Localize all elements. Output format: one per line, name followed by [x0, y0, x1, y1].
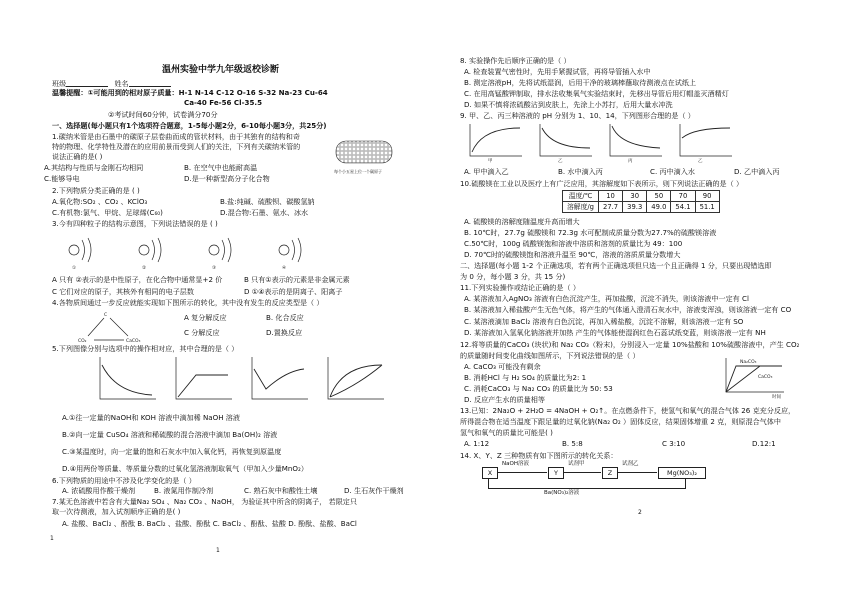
q11-option-c[interactable]: C. 某溶液滴加 BaCl₂ 溶液有白色沉淀，再加入稀盐酸，沉淀不溶解，则该溶液一定有 SO — [464, 317, 744, 326]
table-cell: 51.1 — [695, 202, 719, 213]
q4-option-b[interactable]: B. 化合反应 — [266, 313, 304, 322]
q8-option-a[interactable]: A. 检查装置气密性时，先用手紧握试管，再将导管插入水中 — [464, 67, 651, 76]
q5-option-d[interactable]: D.④用两份等质量、等质量分数的过氧化氢溶液制取氧气（甲加入少量MnO₂） — [62, 464, 308, 473]
q1-option-c[interactable]: C.能够导电 — [44, 174, 80, 183]
q4-option-c[interactable]: C 分解反应 — [184, 328, 220, 337]
q9-graph-a — [470, 124, 522, 164]
q13-option-d[interactable]: D.12:1 — [752, 439, 776, 448]
table-cell: 39.3 — [623, 202, 647, 213]
q6-option-b[interactable]: B. 液氮用作制冷剂 — [154, 486, 214, 495]
table-cell: 70 — [671, 191, 695, 202]
q4-conversion-diagram — [74, 308, 154, 348]
atom-diagram-4 — [279, 238, 301, 262]
section-1-heading: 一、选择题(每小题只有1个选项符合题意，1-5每小题2分，6-10每小题3分，共25分) — [52, 121, 327, 130]
q3-stem: 3.今有四种粒子的结构示意图，下列说法错误的是 ( ) — [52, 219, 218, 228]
q4-node-co2: CO₂ — [78, 339, 87, 344]
exam-title: 温州实验中学九年级返校诊断 — [162, 65, 280, 75]
atom-structure-diagrams — [54, 232, 334, 270]
atom-diagram-1 — [69, 238, 91, 262]
q9-ph-graphs — [466, 122, 736, 166]
table-cell: 27.7 — [599, 202, 623, 213]
q14-arrow-y-z — [563, 472, 601, 473]
q13-line-3: 氢气和氧气的质量比可能是( ) — [460, 428, 553, 437]
q9-graph-c-label: 丙 — [628, 159, 633, 164]
q9-graph-a-label: 甲 — [488, 159, 493, 164]
q3-option-c[interactable]: C 它们对应的原子，其核外有相同的电子层数 — [52, 287, 194, 296]
q6-option-c[interactable]: C. 熟石灰中和酸性土壤 — [244, 486, 318, 495]
q11-option-d[interactable]: D. 某溶液加入氢氧化钠溶液并加热 产生的气体能使湿润红色石蕊试纸变蓝，则该溶液一定有 NH — [464, 328, 766, 337]
q8-stem: 8. 实验操作先后顺序正确的是（ ） — [460, 56, 571, 65]
q10-option-c[interactable]: C.50℃时，100g 硫酸镁饱和溶液中溶质和溶剂的质量比为 49：100 — [464, 239, 683, 248]
page-number-left-corner: 1 — [50, 535, 54, 542]
q2-option-a[interactable]: A.氧化物:SO₂ 、CO₂ 、KClO₃ — [52, 197, 148, 206]
table-cell: 49.0 — [647, 202, 671, 213]
q14-node-mgno3: Mg(NO₃)₂ — [658, 467, 706, 479]
atom-diagram-2 — [139, 238, 161, 262]
q12-co2-graph — [720, 356, 790, 400]
nanotube-caption: 每个小五星上位一个碳原子 — [334, 169, 382, 174]
q3-option-b[interactable]: B 只有①表示的元素是非金属元素 — [244, 275, 350, 284]
q12-label-time: 时间 — [772, 395, 781, 400]
solubility-row-temperature — [563, 191, 720, 202]
tips-line-3: ②考试时间60分钟，试卷满分70分 — [108, 110, 218, 119]
q12-label-caco3: CaCO₃ — [758, 375, 773, 380]
q2-stem: 2.下列物质分类正确的是 ( ) — [52, 186, 140, 195]
q4-option-d[interactable]: D.置换反应 — [266, 328, 303, 337]
q11-option-a[interactable]: A. 某溶液加入AgNO₃ 溶液有白色沉淀产生，再加盐酸，沉淀不消失，则该溶液中一定有 Cl — [464, 294, 749, 303]
q13-line-2: 所得混合物在适当温度下跟足量的过氧化钠(Na₂ O₂ ）固体反应，结果固体增重 2 克，则原混合气体中 — [460, 417, 781, 426]
q10-option-b[interactable]: B. 10℃时，27.7g 硫酸镁和 72.3g 水可配制成质量分数为27.7%的硫酸镁溶液 — [464, 228, 717, 237]
q11-option-b[interactable]: B. 某溶液加入稀盐酸产生无色气体，将产生的气体通入澄清石灰水中，溶液变浑浊，则该溶液一定有 CO — [464, 305, 792, 314]
q13-line-1: 13.已知：2Na₂O + 2H₂O = 4NaOH + O₂↑。在点燃条件下，使氢气和氧气的混合气体 26 克充分反应， — [460, 406, 796, 415]
q1-option-b[interactable]: B. 在空气中也能耐高温 — [184, 163, 258, 172]
q9-option-c[interactable]: C. 丙中滴入水 — [650, 167, 695, 176]
page-number-right: 2 — [638, 509, 642, 516]
q5-graph-4 — [328, 357, 384, 399]
q9-graph-b — [540, 124, 592, 164]
q7-line-1: 7.某无色溶液中若含有大量Na₂ SO₄ 、Na₂ CO₃ 、NaOH， 为验证其中所含的阴离子， 若限定只 — [52, 497, 357, 506]
atom-label-2: ② — [142, 266, 147, 270]
table-cell: 10 — [599, 191, 623, 202]
q14-stem: 14. X、Y、Z 三种物质有如下图所示的转化关系： — [460, 451, 618, 460]
q3-option-d[interactable]: D ①④表示的是阴离子、阳离子 — [244, 287, 343, 296]
q6-stem: 6.下列物质的用途中不涉及化学变化的是（ ） — [52, 476, 196, 485]
q9-stem: 9. 甲、乙、丙三种溶液的 pH 分别为 1、10、14，下列图形合理的是（ ） — [460, 111, 695, 120]
q14-arrow-x-y — [497, 472, 547, 473]
atom-diagram-3 — [209, 238, 231, 262]
q14-return-arrow — [488, 478, 686, 489]
table-cell: 30 — [623, 191, 647, 202]
q5-option-c[interactable]: C.③某温度时，向一定量的饱和石灰水中加入氧化钙，再恢复到原温度 — [62, 447, 282, 456]
q1-option-a[interactable]: A.其结构与性质与金刚石均相同 — [44, 163, 144, 172]
q10-stem: 10.硫酸镁在工业以及医疗上有广泛应用，其溶解度如下表所示，则下列说法正确的是（ ） — [460, 179, 744, 188]
q10-option-d[interactable]: D. 70℃时的硫酸镁饱和溶液升温至 90℃，溶液的溶质质量分数增大 — [464, 250, 681, 259]
table-cell: 50 — [647, 191, 671, 202]
section-2-heading-1: 二、选择题(每小题 1-2 个正确选项，若有两个正确选项但只选一个且正确得 1 分，只要出现错选即 — [460, 261, 772, 270]
q1-option-d[interactable]: D.是一种新型高分子化合物 — [184, 174, 270, 183]
q9-graph-c — [610, 124, 662, 164]
q1-line-3: 说法正确的是( ) — [52, 152, 103, 161]
atom-label-3: ③ — [212, 266, 217, 270]
q12-line-2: 的质量随时间变化曲线如图所示，下列说法错误的是（ ） — [460, 351, 640, 360]
page-number-left: 1 — [216, 547, 220, 554]
tips-line-2: Ca-40 Fe-56 Cl-35.5 — [184, 98, 263, 107]
q5-graph-2 — [176, 357, 232, 399]
q10-option-a[interactable]: A. 硫酸镁的溶解度随温度升高而增大 — [464, 217, 580, 226]
class-label: 班级 — [52, 78, 67, 88]
q5-option-a[interactable]: A.①往一定量的NaOH和 KOH 溶液中滴加稀 NaOH 溶液 — [62, 413, 240, 422]
q3-option-a[interactable]: A 只有 ②表示的是中性原子，在化合物中通常显+2 价 — [52, 275, 223, 284]
class-field[interactable] — [66, 79, 108, 87]
q1-line-2: 特的物理、化学特性及潜在的应用前景而受到人们的关注，下列有关碳纳米管的 — [52, 142, 301, 151]
q13-option-b[interactable]: B. 5:8 — [562, 439, 583, 448]
q9-graph-d — [680, 124, 732, 164]
q9-option-b[interactable]: B. 水中滴入丙 — [558, 167, 603, 176]
q14-node-y: Y — [548, 467, 564, 479]
q12-option-c[interactable]: C. 消耗CaCO₃ 与 Na₂ CO₃ 的质量比为 50: 53 — [464, 384, 613, 393]
section-2-heading-2: 为 0 分，每小题 3 分，共 15 分) — [460, 272, 566, 281]
q5-graph-1 — [100, 357, 156, 399]
q14-label-ba-no3: Ba(NO₃)₂溶液 — [544, 490, 580, 496]
q14-arrow-z-mg — [617, 472, 657, 473]
q14-label-reagent-a: 试剂甲 — [568, 461, 585, 467]
q9-option-a[interactable]: A. 甲中滴入乙 — [464, 167, 509, 176]
q2-option-c[interactable]: C.有机物:氯气、甲烷、足球烯(C₆₀) — [52, 208, 163, 217]
q14-label-reagent-b: 试剂乙 — [622, 461, 639, 467]
q4-node-c: C — [104, 313, 108, 318]
q12-option-d[interactable]: D. 反应产生水的质量相等 — [464, 395, 545, 404]
q12-label-na2co3: Na₂CO₃ — [740, 360, 757, 365]
q4-node-caco3: CaCO₃ — [126, 339, 141, 344]
class-name-fields — [52, 79, 171, 87]
q12-option-a[interactable]: A. CaCO₃ 可能没有剩余 — [464, 362, 541, 371]
q12-line-1: 12.将等质量的CaCO₃ (块状)和 Na₂ CO₃（粉末)，分别浸入一定量 10%盐酸和 10%硫酸溶液中，产生 CO₂ — [460, 340, 800, 349]
table-cell: 温度/℃ — [563, 191, 599, 202]
table-cell: 溶解度/g — [563, 202, 599, 213]
table-cell: 54.1 — [671, 202, 695, 213]
q2-option-d[interactable]: D.混合物:石墨、氨水、冰水 — [220, 208, 309, 217]
q14-node-z: Z — [602, 467, 618, 479]
q13-option-a[interactable]: A. 1:12 — [464, 439, 490, 448]
q9-graph-b-label: 乙 — [558, 159, 563, 164]
q12-option-b[interactable]: B. 消耗HCl 与 H₂ SO₄ 的质量比为2: 1 — [464, 373, 587, 382]
q4-option-a[interactable]: A 复分解反应 — [184, 313, 227, 322]
q6-option-d[interactable]: D. 生石灰作干燥剂 — [344, 486, 404, 495]
q5-graphs — [96, 355, 386, 409]
solubility-row-solubility — [563, 202, 720, 213]
q5-graph-3 — [252, 357, 308, 399]
q8-option-d[interactable]: D. 如果不慎将浓硫酸沾到皮肤上，先涂上小苏打，后用大量水冲洗 — [464, 100, 673, 109]
q7-line-2: 取一次待测液，加入试剂顺序正确的是( ) — [52, 507, 181, 516]
atom-label-1: ① — [72, 266, 77, 270]
q8-option-c[interactable]: C. 在用高锰酸钾制取，排水法收集氧气实验结束时，先移出导管后用灯帽盖灭酒精灯 — [464, 89, 729, 98]
q11-stem: 11.下列实验操作或结论正确的是（ ） — [460, 283, 580, 292]
q9-option-d[interactable]: D. 乙中滴入丙 — [734, 167, 780, 176]
q1-line-1: 1.碳纳米管是由石墨中的碳原子层卷曲而成的管状材料，由于其独有的结构和奇 — [52, 132, 300, 141]
q14-node-x: X — [482, 467, 498, 479]
q7-options[interactable]: A. 盐酸、BaCl₂ 、酚酞 B. BaCl₂ 、盐酸、酚酞 C. BaCl₂ 、酚酞、盐酸 D. 酚酞、盐酸、BaCl — [62, 519, 357, 528]
q4-stem: 4.各物质间通过一步反应就能实现如下图所示的转化，其中没有发生的反应类型是（ ） — [52, 298, 324, 307]
q2-option-b[interactable]: B.盐:纯碱、硫酸钡、碳酸氢钠 — [220, 197, 315, 206]
atom-label-4: ④ — [282, 266, 287, 270]
q14-label-naoh: NaOH溶液 — [502, 461, 529, 467]
table-cell: 90 — [695, 191, 719, 202]
solubility-table — [562, 190, 720, 213]
q8-option-b[interactable]: B. 测定溶液pH，先将试纸湿润，后用干净的玻璃棒蘸取待测液点在试纸上 — [464, 78, 697, 87]
name-field[interactable] — [129, 79, 171, 87]
nanotube-image — [334, 137, 394, 171]
q5-option-b[interactable]: B.②向一定量 CuSO₄ 溶液和稀硫酸的混合溶液中滴加 Ba(OH)₂ 溶液 — [62, 430, 278, 439]
q9-graph-d-label: 乙 — [698, 159, 703, 164]
q13-option-c[interactable]: C 3:10 — [662, 439, 686, 448]
q5-stem: 5.下列图像分别与选项中的操作相对应，其中合理的是（ ） — [52, 344, 239, 353]
q6-option-a[interactable]: A. 浓硫酸用作酸干燥剂 — [62, 486, 136, 495]
name-label: 姓名 — [114, 78, 129, 88]
tips-line-1: 温馨提醒：①可能用到的相对原子质量：H-1 N-14 C-12 O-16 S-32 Na-23 Cu-64 — [52, 88, 328, 97]
